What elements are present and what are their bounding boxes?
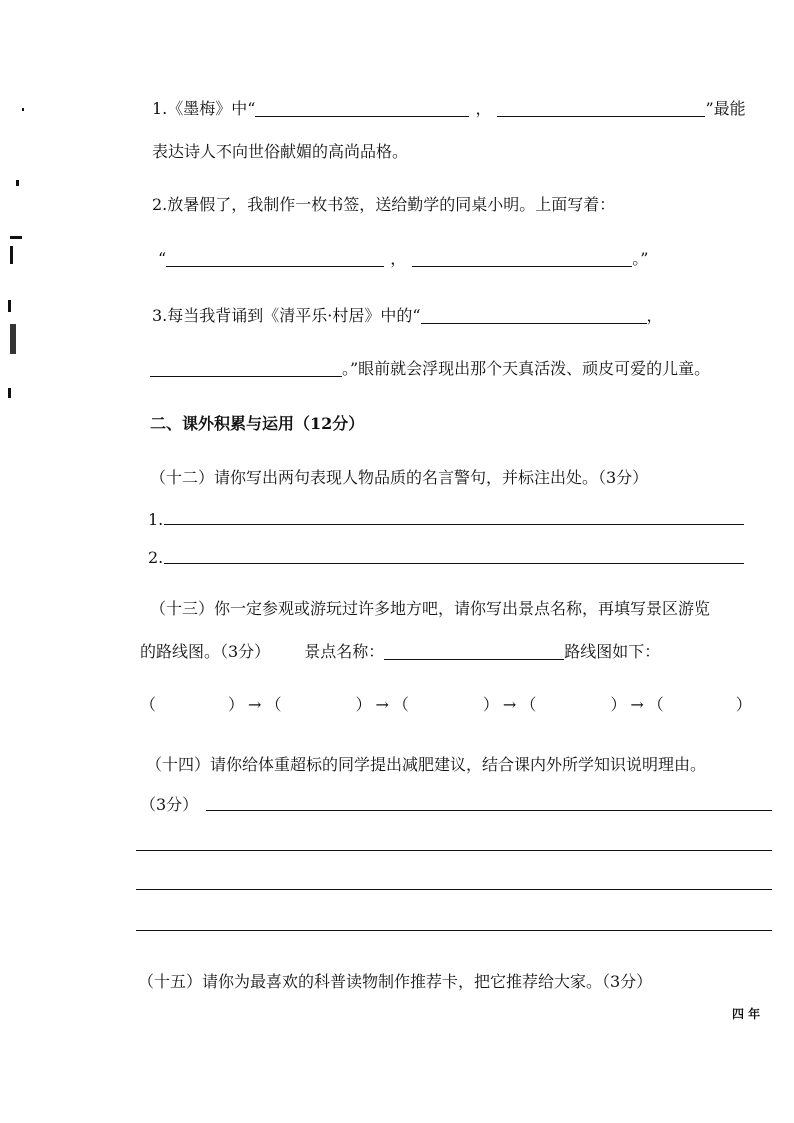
route-open-5: （: [647, 695, 664, 714]
binding-mark: [8, 300, 11, 312]
route-close-4: ）: [610, 695, 627, 714]
binding-mark: [10, 324, 16, 354]
q1-prefix: 1.《墨梅》中“: [152, 99, 256, 118]
q12-prompt: （十二）请你写出两句表现人物品质的名言警句，并标注出处。（3分）: [150, 468, 649, 487]
q2-blank-2[interactable]: [412, 250, 632, 267]
q13-prompt: （十三）你一定参观或游玩过许多地方吧，请你写出景点名称，再填写景区游览: [150, 599, 711, 618]
q2-blank-1[interactable]: [166, 250, 384, 267]
binding-mark: [10, 246, 13, 264]
q13-spot-label: 景点名称：: [304, 642, 385, 661]
q3-line2: [150, 358, 710, 380]
q3-line1: [152, 305, 663, 327]
q12-answer-line-1[interactable]: [164, 524, 744, 525]
q14-answer-line-2[interactable]: [136, 850, 772, 851]
route-close-1: ）: [228, 695, 245, 714]
q14-score: （3分）: [140, 795, 199, 814]
route-close-5: ）: [735, 695, 752, 714]
arrow-1: →: [248, 695, 262, 714]
binding-mark: [8, 388, 11, 398]
q1-comma: ，: [475, 99, 492, 118]
route-close-3: ）: [482, 695, 499, 714]
q15-prompt: （十五）请你为最喜欢的科普读物制作推荐卡，把它推荐给大家。（3分）: [138, 972, 653, 991]
binding-mark: [16, 180, 19, 186]
q3-comma: ，: [646, 306, 663, 325]
arrow-2: →: [375, 695, 389, 714]
q14-prompt: （十四）请你给体重超标的同学提出减肥建议，结合课内外所学知识说明理由。: [146, 755, 707, 774]
q1-suffix: ”最能: [705, 99, 746, 118]
route-open-1: （: [140, 695, 157, 714]
q1-line2: 表达诗人不向世俗献媚的高尚品格。: [152, 142, 409, 161]
q2-line1: 2.放暑假了，我制作一枚书签，送给勤学的同桌小明。上面写着：: [152, 195, 616, 214]
q1-blank-1[interactable]: [255, 100, 469, 117]
q2-line2: [158, 248, 648, 270]
footer-grade: 四 年: [732, 1007, 761, 1021]
q13-line2: [140, 641, 660, 663]
q13-spot-blank[interactable]: [384, 643, 564, 660]
q12-answer-line-2[interactable]: [164, 563, 744, 564]
q14-answer-line-4[interactable]: [136, 930, 772, 931]
arrow-3: →: [502, 695, 517, 714]
route-open-2: （: [265, 695, 282, 714]
q13-route-label: 路线图如下：: [564, 642, 661, 661]
q2-comma: ，: [390, 249, 407, 268]
q12-number-1: 1.: [148, 510, 164, 529]
q14-answer-line-3[interactable]: [136, 889, 772, 890]
q3-prefix: 3.每当我背诵到《清平乐·村居》中的“: [152, 306, 421, 325]
q13-route-row: [140, 694, 752, 716]
route-open-3: （: [392, 695, 409, 714]
q14-answer-line-1[interactable]: [206, 810, 772, 811]
binding-mark: [10, 236, 22, 239]
q3-blank-2[interactable]: [150, 360, 342, 377]
q3-close-text: 。”眼前就会浮现出那个天真活泼、顽皮可爱的儿童。: [342, 359, 711, 378]
q13-score: 的路线图。（3分）: [140, 642, 271, 661]
q12-number-2: 2.: [148, 548, 164, 567]
q1-blank-2[interactable]: [497, 100, 705, 117]
route-open-4: （: [520, 695, 537, 714]
q2-close: 。”: [632, 249, 649, 268]
binding-mark: [22, 108, 24, 111]
route-close-2: ）: [355, 695, 372, 714]
section-2-title: 二、课外积累与运用（12分）: [150, 414, 365, 433]
q2-open-quote: “: [158, 249, 167, 268]
arrow-4: →: [630, 695, 644, 714]
q1-line1: [152, 98, 746, 120]
q3-blank-1[interactable]: [421, 307, 647, 324]
